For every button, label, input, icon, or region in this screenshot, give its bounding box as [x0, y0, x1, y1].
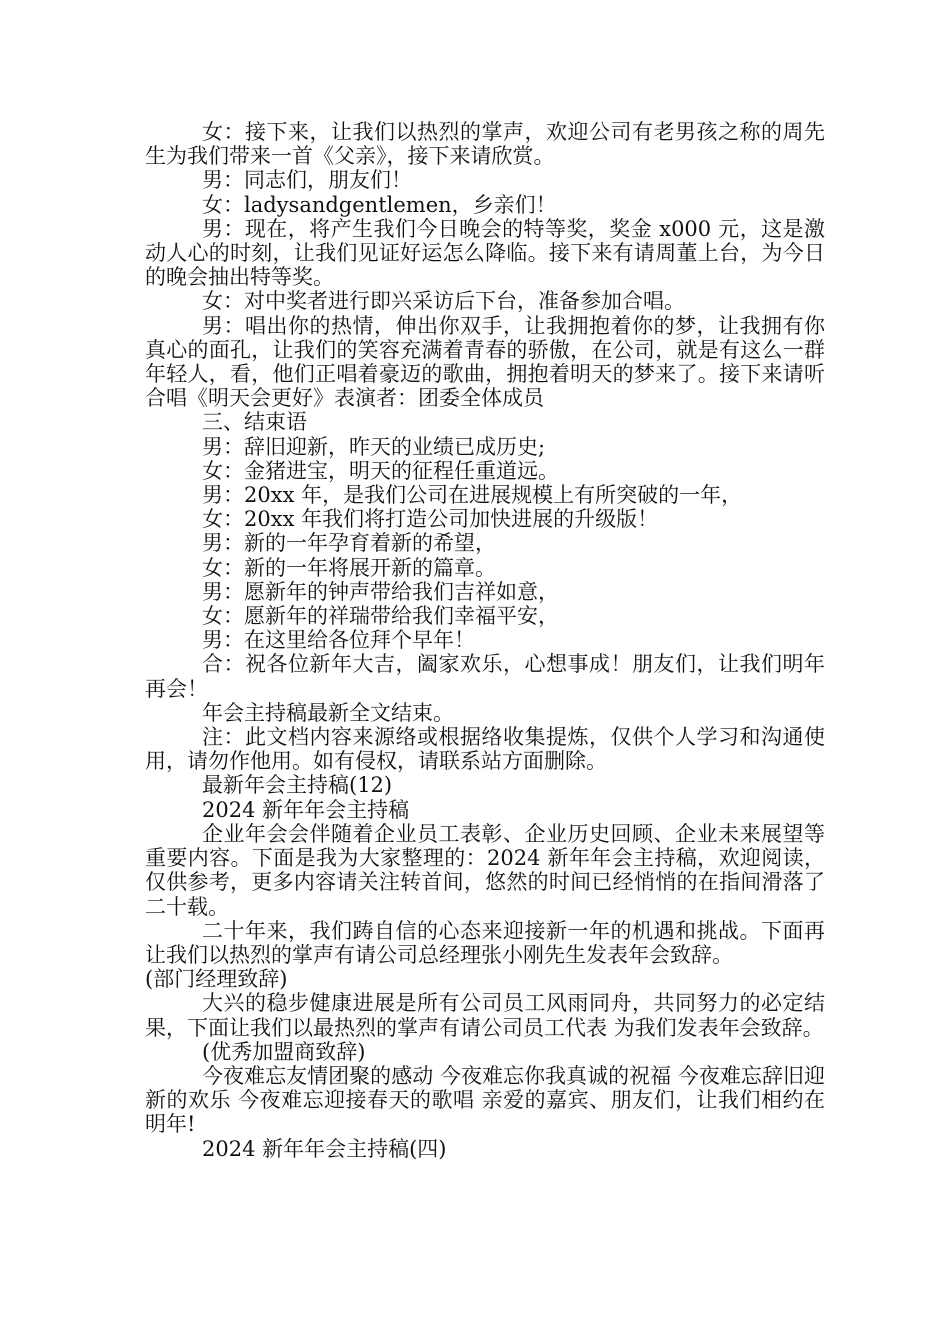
paragraph-male-chorus-intro: 男：唱出你的热情，伸出你双手，让我拥抱着你的梦，让我拥有你真心的面孔，让我们的笑容充满着青春的骄傲，在公司，就是有这么一群年轻人，看，他们正唱着豪迈的歌曲，拥抱着明天的梦来了。接下来请听合唱《明天会更好》表演者：团委全体成员 [145, 313, 825, 411]
paragraph-closing-line-2: 女：金猪进宝，明天的征程任重道远。 [202, 458, 559, 483]
paragraph-closing-line-3: 男：20xx 年，是我们公司在进展规模上有所突破的一年， [202, 483, 743, 508]
paragraph-female-intro-father-song: 女：接下来，让我们以热烈的掌声，欢迎公司有老男孩之称的周先生为我们带来一首《父亲》，接下来请欣赏。 [145, 120, 825, 169]
paragraph-franchisee-speech-note: (优秀加盟商致辞) [202, 1039, 366, 1064]
paragraph-annual-meeting-intro: 企业年会会伴随着企业员工表彰、企业历史回顾、企业未来展望等重要内容。下面是我为大家整理的：2024 新年年会主持稿，欢迎阅读，仅供参考，更多内容请关注转首间，悠然的时间已经悄悄的在指间滑落了二十载。 [145, 821, 825, 919]
paragraph-closing-line-4: 女：20xx 年我们将打造公司加快进展的升级版！ [202, 507, 659, 532]
section-heading-2024-script-four: 2024 新年年会主持稿(四) [202, 1136, 447, 1161]
paragraph-manager-speech-note: (部门经理致辞) [145, 967, 288, 992]
paragraph-closing-line-9: 男：在这里给各位拜个早年！ [202, 628, 475, 653]
paragraph-male-grand-prize: 男：现在，将产生我们今日晚会的特等奖，奖金 x000 元，这是激动人心的时刻，让我们见证好运怎么降临。接下来有请周董上台，为今日的晚会抽出特等奖。 [145, 216, 825, 290]
paragraph-female-interview: 女：对中奖者进行即兴采访后下台，准备参加合唱。 [202, 289, 685, 314]
paragraph-closing-line-7: 男：愿新年的钟声带给我们吉祥如意， [202, 579, 559, 604]
section-heading-2024-script: 2024 新年年会主持稿 [202, 797, 410, 822]
paragraph-closing-line-5: 男：新的一年孕育着新的希望， [202, 531, 496, 556]
paragraph-male-greeting-comrades: 男：同志们，朋友们！ [202, 168, 412, 193]
paragraph-disclaimer: 注：此文档内容来源络或根据络收集提炼，仅供个人学习和沟通使用，请勿作他用。如有侵权，请联系站方面删除。 [145, 725, 825, 774]
paragraph-unforgettable-night: 今夜难忘友情团聚的感动 今夜难忘你我真诚的祝福 今夜难忘辞旧迎新的欢乐 今夜难忘迎接春天的歌唱 亲爱的嘉宾、朋友们，让我们相约在明年! [145, 1063, 825, 1137]
paragraph-closing-line-6: 女：新的一年将展开新的篇章。 [202, 555, 496, 580]
paragraph-female-greeting-ladies: 女：ladysandgentlemen，乡亲们！ [202, 192, 557, 217]
section-heading-latest-script-12: 最新年会主持稿(12) [202, 773, 393, 798]
paragraph-steady-progress: 大兴的稳步健康进展是所有公司员工风雨同舟，共同努力的必定结果，下面让我们以最热烈的掌声有请公司员工代表 为我们发表年会致辞。 [145, 991, 825, 1040]
paragraph-twenty-years: 二十年来，我们踌自信的心态来迎接新一年的机遇和挑战。下面再让我们以热烈的掌声有请公司总经理张小刚先生发表年会致辞。 [145, 918, 825, 967]
document-body [145, 120, 825, 1161]
paragraph-closing-line-8: 女：愿新年的祥瑞带给我们幸福平安， [202, 604, 559, 629]
paragraph-closing-together: 合：祝各位新年大吉，阖家欢乐，心想事成！朋友们，让我们明年再会！ [145, 652, 825, 701]
section-heading-closing: 三、结束语 [202, 410, 307, 435]
paragraph-closing-line-1: 男：辞旧迎新，昨天的业绩已成历史; [202, 434, 546, 459]
paragraph-end-note: 年会主持稿最新全文结束。 [202, 700, 454, 725]
